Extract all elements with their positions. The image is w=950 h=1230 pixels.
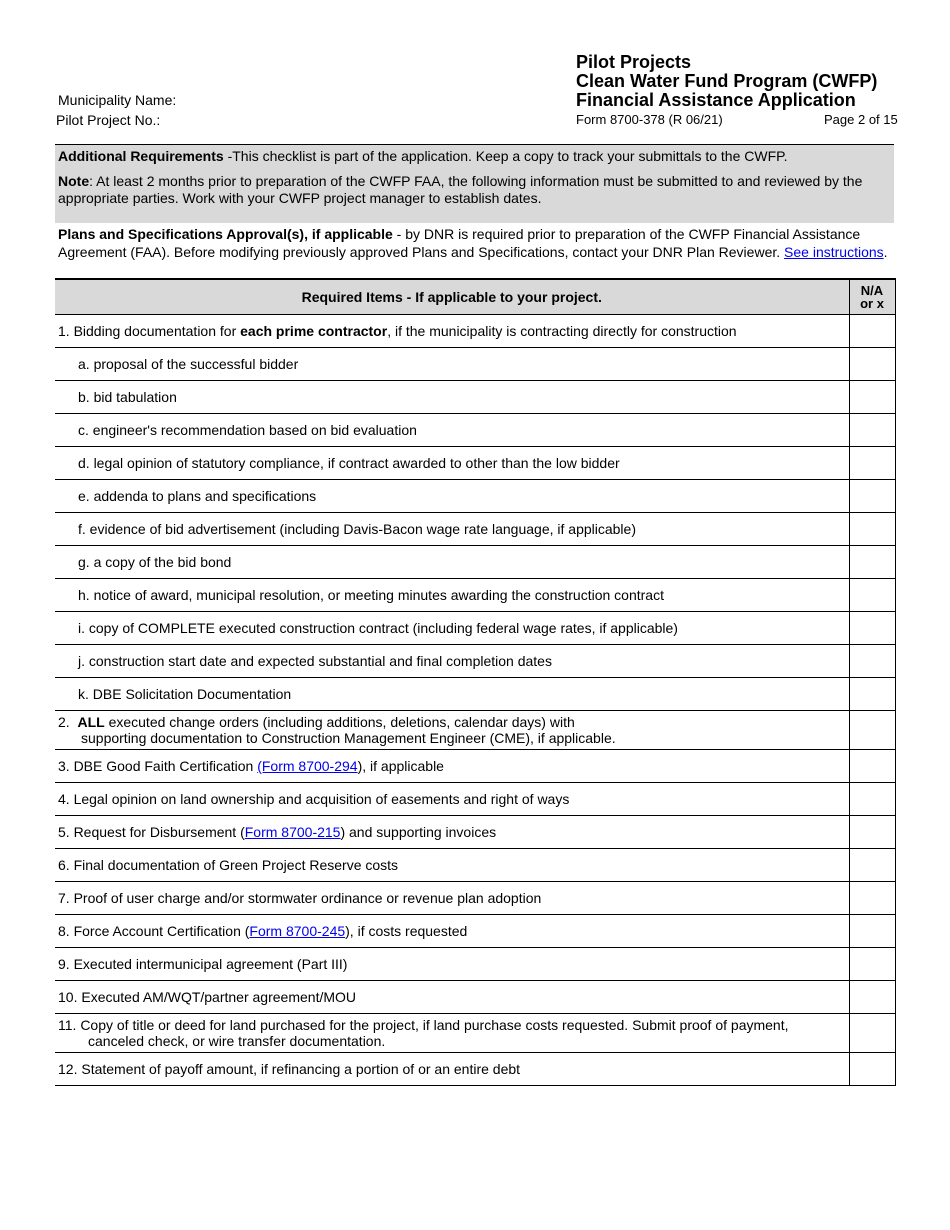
item-5-text: 5. Request for Disbursement (: [58, 824, 245, 840]
table-row: [55, 414, 895, 447]
item-1f-checkbox[interactable]: [849, 513, 895, 546]
item-1d-checkbox[interactable]: [849, 447, 895, 480]
item-5-checkbox[interactable]: [849, 816, 895, 849]
item-1-text-end: , if the municipality is contracting directly for construction: [387, 323, 737, 339]
item-9-checkbox[interactable]: [849, 948, 895, 981]
item-8-text-end: ), if costs requested: [345, 923, 468, 939]
item-2-line1: executed change orders (including additions, deletions, calendar days) with: [104, 714, 575, 730]
table-row: [55, 915, 895, 948]
item-6-checkbox[interactable]: [849, 849, 895, 882]
form-number: Form 8700-378 (R 06/21): [576, 112, 723, 127]
na-column-header: [849, 279, 895, 315]
pilot-project-number-label: Pilot Project No.:: [56, 112, 161, 128]
item-1j-label: j. construction start date and expected substantial and final completion dates: [55, 645, 849, 678]
item-8-checkbox[interactable]: [849, 915, 895, 948]
plans-approval-body: - by DNR is required prior to preparation of the CWFP Financial Assistance Agreement (FAA). Before modifying previously approved Plans and Specifications, contact your DNR Plan Reviewer.: [58, 226, 861, 260]
item-2-bold: ALL: [77, 714, 105, 730]
item-7-checkbox[interactable]: [849, 882, 895, 915]
plans-approval-text: [58, 226, 894, 261]
table-row: [55, 348, 895, 381]
item-12-label: 12. Statement of payoff amount, if refinancing a portion of or an entire debt: [55, 1053, 849, 1086]
table-row: [55, 1014, 895, 1053]
note-body: : At least 2 months prior to preparation of the CWFP FAA, the following information must be submitted to and reviewed by the appropriate parties. Work with your CWFP project manager to establish dates.: [58, 173, 863, 206]
item-1g-checkbox[interactable]: [849, 546, 895, 579]
item-3-text-end: ), if applicable: [357, 758, 444, 774]
item-1c-checkbox[interactable]: [849, 414, 895, 447]
additional-requirements-text: [58, 148, 888, 165]
item-1e-label: e. addenda to plans and specifications: [55, 480, 849, 513]
table-row: [55, 315, 895, 348]
item-7-label: 7. Proof of user charge and/or stormwater ordinance or revenue plan adoption: [55, 882, 849, 915]
title-line-1: Pilot Projects: [576, 52, 692, 72]
item-1k-label: k. DBE Solicitation Documentation: [55, 678, 849, 711]
item-2-checkbox[interactable]: [849, 711, 895, 750]
item-1k-checkbox[interactable]: [849, 678, 895, 711]
item-1a-label: a. proposal of the successful bidder: [55, 348, 849, 381]
item-1i-checkbox[interactable]: [849, 612, 895, 645]
form-title: [576, 53, 877, 110]
table-row: [55, 447, 895, 480]
item-1e-checkbox[interactable]: [849, 480, 895, 513]
item-1g-label: g. a copy of the bid bond: [55, 546, 849, 579]
item-11-label: [55, 1014, 849, 1053]
required-items-table: [55, 278, 896, 1086]
item-11-line2: canceled check, or wire transfer documentation.: [88, 1033, 386, 1049]
table-row: [55, 981, 895, 1014]
item-3-text: 3. DBE Good Faith Certification: [58, 758, 258, 774]
item-10-checkbox[interactable]: [849, 981, 895, 1014]
table-row: [55, 948, 895, 981]
additional-requirements-body: -This checklist is part of the application. Keep a copy to track your submittals to the CWFP.: [223, 148, 788, 164]
item-1-bold: each prime contractor: [240, 323, 388, 339]
item-4-label: 4. Legal opinion on land ownership and acquisition of easements and right of ways: [55, 783, 849, 816]
table-row: [55, 816, 895, 849]
item-11-line1: 11. Copy of title or deed for land purchased for the project, if land purchase costs requested. Submit proof of payment,: [58, 1017, 789, 1033]
item-6-label: 6. Final documentation of Green Project Reserve costs: [55, 849, 849, 882]
form-8700-215-link[interactable]: Form 8700-215: [244, 824, 341, 840]
na-header-line1: N/A: [860, 283, 884, 298]
see-instructions-link[interactable]: See instructions: [784, 243, 884, 260]
table-row: [55, 711, 895, 750]
na-header-line2: or x: [860, 296, 884, 311]
table-row: [55, 579, 895, 612]
required-items-header: Required Items - If applicable to your project.: [55, 279, 849, 315]
table-row: [55, 783, 895, 816]
item-1j-checkbox[interactable]: [849, 645, 895, 678]
municipality-name-label: Municipality Name:: [58, 92, 177, 108]
item-5-text-end: ) and supporting invoices: [340, 824, 497, 840]
item-1-label: [55, 315, 849, 348]
table-row: [55, 645, 895, 678]
item-1-checkbox[interactable]: [849, 315, 895, 348]
item-8-text: 8. Force Account Certification (: [58, 923, 250, 939]
table-row: [55, 546, 895, 579]
table-row: [55, 1053, 895, 1086]
item-1i-label: i. copy of COMPLETE executed construction contract (including federal wage rates, if applicable): [55, 612, 849, 645]
item-5-label: [55, 816, 849, 849]
item-12-checkbox[interactable]: [849, 1053, 895, 1086]
form-8700-245-link[interactable]: Form 8700-245: [249, 923, 346, 939]
table-row: [55, 678, 895, 711]
additional-requirements-heading: Additional Requirements: [58, 148, 224, 164]
item-1c-label: c. engineer's recommendation based on bid evaluation: [55, 414, 849, 447]
plans-approval-heading: Plans and Specifications Approval(s), if applicable: [58, 226, 393, 242]
plans-approval-period: .: [883, 243, 888, 260]
item-2-label: [55, 711, 849, 750]
item-2-number: 2.: [58, 714, 70, 730]
form-8700-294-link[interactable]: (Form 8700-294: [257, 758, 358, 774]
item-1h-label: h. notice of award, municipal resolution, or meeting minutes awarding the construction contract: [55, 579, 849, 612]
table-row: [55, 381, 895, 414]
item-9-label: 9. Executed intermunicipal agreement (Part III): [55, 948, 849, 981]
item-1h-checkbox[interactable]: [849, 579, 895, 612]
item-4-checkbox[interactable]: [849, 783, 895, 816]
table-row: [55, 849, 895, 882]
item-11-checkbox[interactable]: [849, 1014, 895, 1053]
table-row: [55, 750, 895, 783]
table-header-row: [55, 279, 895, 315]
table-row: [55, 882, 895, 915]
title-line-2: Clean Water Fund Program (CWFP): [576, 71, 878, 91]
item-1a-checkbox[interactable]: [849, 348, 895, 381]
table-row: [55, 612, 895, 645]
item-1b-label: b. bid tabulation: [55, 381, 849, 414]
item-3-label: [55, 750, 849, 783]
item-3-checkbox[interactable]: [849, 750, 895, 783]
item-8-label: [55, 915, 849, 948]
note-text: [58, 173, 888, 207]
table-row: [55, 513, 895, 546]
item-1b-checkbox[interactable]: [849, 381, 895, 414]
page-number: Page 2 of 15: [824, 112, 898, 127]
item-2-line2: supporting documentation to Construction Management Engineer (CME), if applicable.: [81, 730, 616, 746]
table-row: [55, 480, 895, 513]
item-1f-label: f. evidence of bid advertisement (including Davis-Bacon wage rate language, if applicable): [55, 513, 849, 546]
item-10-label: 10. Executed AM/WQT/partner agreement/MOU: [55, 981, 849, 1014]
note-heading: Note: [58, 173, 90, 189]
item-1-text: 1. Bidding documentation for: [58, 323, 241, 339]
title-line-3: Financial Assistance Application: [576, 90, 856, 110]
item-1d-label: d. legal opinion of statutory compliance, if contract awarded to other than the low bidder: [55, 447, 849, 480]
